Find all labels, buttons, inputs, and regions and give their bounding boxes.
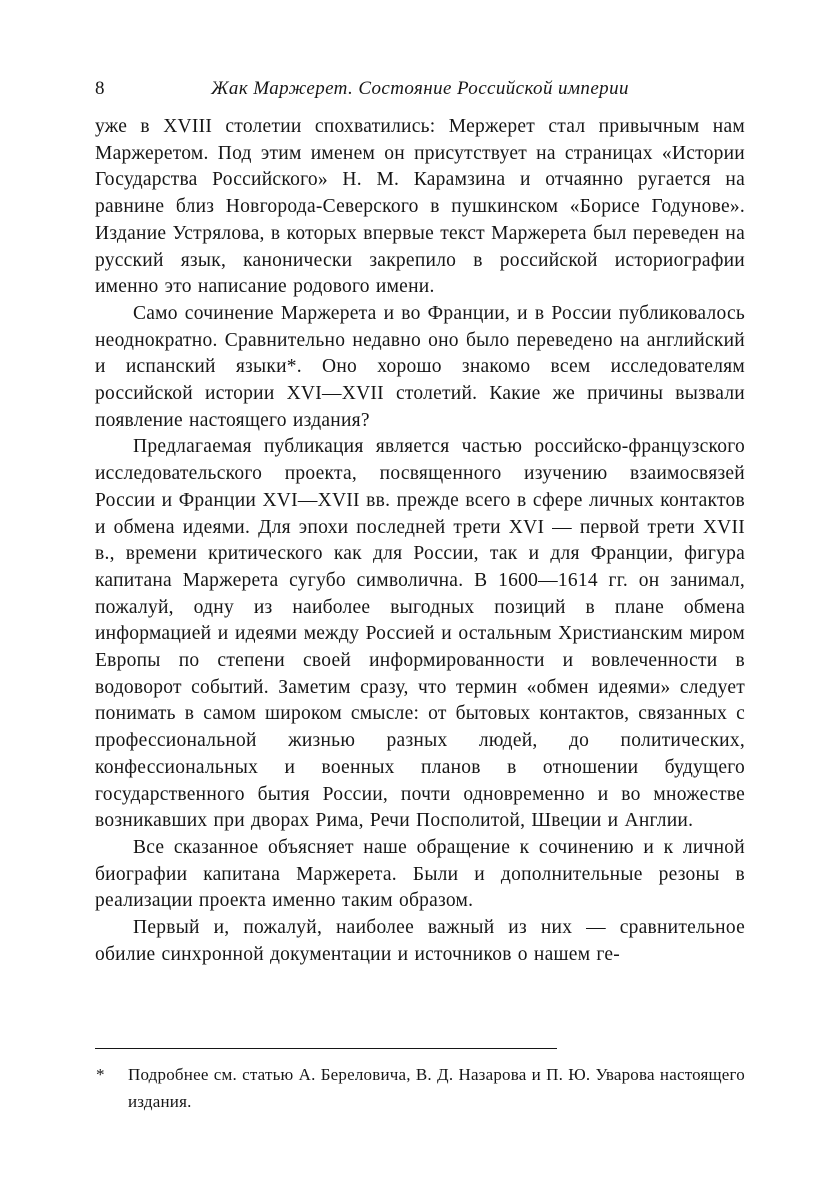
paragraph: Само сочинение Маржерета и во Франции, и в России публиковалось неоднократно. Сравнительно недавно оно было переведено на английский и испанский языки*. Оно хорошо знакомо всем исследователям российской истории XVI—XVII столетий. Какие же причины вызвали появление настоящего издания? (95, 302, 745, 431)
paragraph: Первый и, пожалуй, наиболее важный из них — сравнительное обилие синхронной документации и источников о нашем ге- (95, 917, 745, 965)
running-header: Жак Маржерет. Состояние Российской империи (211, 78, 629, 99)
paragraph: Все сказанное объясняет наше обращение к сочинению и к личной биографии капитана Маржерета. Были и дополнительные резоны в реализации проекта именно таким образом. (95, 836, 745, 912)
page-header (95, 76, 745, 102)
paragraph: Предлагаемая публикация является частью российско-французского исследовательского проекта, посвященного изучению взаимосвязей России и Франции XVI—XVII вв. прежде всего в сфере личных контактов и обмена идеями. Для эпохи последней трети XVI — первой трети XVII в., времени критического как для России, так и для Франции, фигура капитана Маржерета сугубо символична. В 1600—1614 гг. он занимал, пожалуй, одну из наиболее выгодных позиций в плане обмена информацией и идеями между Россией и остальным Христианским миром Европы по степени своей информированности и вовлеченности в водоворот событий. Заметим сразу, что термин «обмен идеями» следует понимать в самом широком смысле: от бытовых контактов, связанных с профессиональной жизнью разных людей, до политических, конфессиональных и военных планов в отношении будущего государственного бытия России, почти одновременно и во множестве возникавших при дворах Рима, Речи Посполитой, Швеции и Англии. (95, 436, 745, 832)
page-number: 8 (95, 78, 105, 99)
footnote-area (95, 1048, 745, 1115)
body-text (95, 114, 745, 969)
footnote-text: Подробнее см. статью А. Береловича, В. Д. Назарова и П. Ю. Уварова настоящего издания. (128, 1065, 745, 1111)
footnote-rule (95, 1048, 557, 1049)
footnote (95, 1061, 745, 1115)
paragraph: уже в XVIII столетии спохватились: Мержерет стал привычным нам Маржеретом. Под этим именем он присутствует на страницах «Истории Государства Российского» Н. М. Карамзина и отчаянно ругается на равнине близ Новгорода-Северского в пушкинском «Борисе Годунове». Издание Устрялова, в которых впервые текст Маржерета был переведен на русский язык, канонически закрепило в российской историографии именно это написание родового имени. (95, 116, 745, 298)
footnote-marker: * (96, 1065, 105, 1084)
